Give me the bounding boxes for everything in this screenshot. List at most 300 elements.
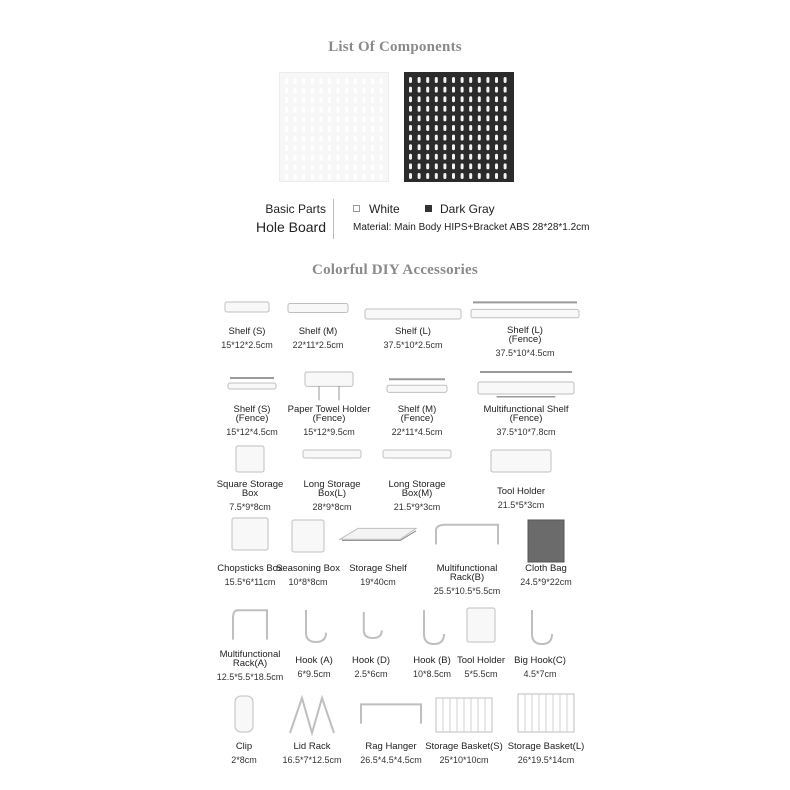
accessory-size: 28*9*8cm <box>312 502 352 512</box>
hook-icon <box>294 606 334 644</box>
peg-hole-icon <box>443 106 446 112</box>
peg-hole-icon <box>452 154 455 160</box>
peg-hole-icon <box>294 126 297 132</box>
peg-hole-icon <box>418 106 421 112</box>
peg-hole-icon <box>328 145 331 151</box>
fence-shelf-icon <box>470 294 580 322</box>
peg-hole-icon <box>495 154 498 160</box>
fence-shelf-icon <box>386 372 448 396</box>
peg-hole-icon <box>469 135 472 141</box>
peg-hole-icon <box>285 97 288 103</box>
accessory-size: 15*12*4.5cm <box>226 427 278 437</box>
peg-hole-icon <box>478 77 481 83</box>
peg-hole-icon <box>362 164 365 170</box>
peg-hole-icon <box>328 78 331 84</box>
peg-hole-icon <box>504 77 507 83</box>
peg-hole-icon <box>311 126 314 132</box>
fence-shelf-icon-part <box>387 385 447 392</box>
peg-hole-icon <box>302 126 305 132</box>
accessory-name: Storage Basket(L) <box>507 741 585 752</box>
peg-hole-icon <box>418 77 421 83</box>
accessory-size: 2*8cm <box>231 755 257 765</box>
peg-hole-icon <box>426 144 429 150</box>
accessory-name: Storage Basket(S) <box>425 741 503 752</box>
peg-hole-icon <box>461 154 464 160</box>
peg-hole-icon <box>469 106 472 112</box>
peg-hole-icon <box>478 106 481 112</box>
accessory-size: 15.5*6*11cm <box>224 577 276 587</box>
peg-hole-icon <box>486 96 489 102</box>
peg-hole-icon <box>469 144 472 150</box>
accessory-size: 21.5*5*3cm <box>497 500 545 510</box>
cloth-bag-icon <box>526 516 566 564</box>
long-box-icon <box>302 448 362 460</box>
wire-basket-icon <box>516 690 576 736</box>
long-box-icon <box>382 448 452 460</box>
hook-icon <box>520 606 560 646</box>
hook-icon-part <box>364 612 382 638</box>
peg-hole-icon <box>504 135 507 141</box>
peg-hole-icon <box>443 87 446 93</box>
fence-shelf-icon <box>227 372 277 392</box>
peg-hole-icon <box>380 107 383 113</box>
accessory-name: Lid Rack <box>293 741 331 752</box>
peg-hole-icon <box>461 77 464 83</box>
peg-hole-icon <box>504 96 507 102</box>
accessory-name: Tool Holder <box>496 486 546 497</box>
peg-hole-icon <box>328 155 331 161</box>
accessory-name: Shelf (L) (Fence) <box>507 325 543 345</box>
peg-hole-icon <box>337 164 340 170</box>
peg-hole-icon <box>469 96 472 102</box>
peg-hole-icon <box>469 125 472 131</box>
peg-hole-icon <box>311 145 314 151</box>
peg-hole-icon <box>486 77 489 83</box>
peg-hole-icon <box>354 155 357 161</box>
peg-hole-icon <box>478 125 481 131</box>
peg-hole-icon <box>319 164 322 170</box>
peg-hole-icon <box>495 87 498 93</box>
storage-shelf-icon <box>338 526 418 550</box>
peg-hole-icon <box>409 87 412 93</box>
peg-hole-icon <box>452 77 455 83</box>
peg-hole-icon <box>486 87 489 93</box>
peg-hole-icon <box>443 115 446 121</box>
accessory-size: 19*40cm <box>360 577 396 587</box>
peg-hole-icon <box>478 96 481 102</box>
peg-hole-icon <box>486 125 489 131</box>
peg-hole-icon <box>504 154 507 160</box>
peg-hole-icon <box>478 154 481 160</box>
peg-hole-icon <box>409 163 412 169</box>
peg-hole-icon <box>319 174 322 180</box>
peg-hole-icon <box>285 164 288 170</box>
accessory-name: Square Storage Box <box>216 479 284 499</box>
peg-hole-icon <box>302 116 305 122</box>
long-box-icon-part <box>303 450 361 458</box>
peg-hole-icon <box>328 116 331 122</box>
white-color-label: White <box>369 202 400 216</box>
peg-hole-icon <box>418 173 421 179</box>
peg-hole-icon <box>294 97 297 103</box>
peg-hole-icon <box>461 87 464 93</box>
peg-hole-icon <box>337 145 340 151</box>
peg-hole-icon <box>418 135 421 141</box>
peg-hole-icon <box>418 163 421 169</box>
peg-hole-icon <box>354 78 357 84</box>
accessory-name: Hook (D) <box>351 655 390 666</box>
accessories-title: Colorful DIY Accessories <box>312 262 478 278</box>
peg-hole-icon <box>319 116 322 122</box>
peg-hole-icon <box>354 97 357 103</box>
accessory-name: Seasoning Box <box>276 563 340 574</box>
peg-hole-icon <box>285 126 288 132</box>
peg-hole-icon <box>371 145 374 151</box>
peg-hole-icon <box>504 163 507 169</box>
peg-hole-icon <box>409 106 412 112</box>
peg-hole-icon <box>409 173 412 179</box>
peg-hole-icon <box>345 126 348 132</box>
shelf-icon-part <box>365 309 461 319</box>
peg-hole-icon <box>409 77 412 83</box>
accessory-size: 6*9.5cm <box>297 669 331 679</box>
accessory-size: 37.5*10*2.5cm <box>383 340 443 350</box>
multifunctional-shelf-icon-part <box>478 382 574 394</box>
seasoning-box-icon-part <box>292 520 324 552</box>
peg-hole-icon <box>311 174 314 180</box>
accessory-name: Shelf (M) <box>298 326 338 337</box>
peg-hole-icon <box>294 78 297 84</box>
peg-hole-icon <box>452 115 455 121</box>
accessory-name: Long Storage Box(L) <box>303 479 361 499</box>
peg-hole-icon <box>319 88 322 94</box>
accessory-size: 15*12*2.5cm <box>221 340 273 350</box>
peg-hole-icon <box>328 107 331 113</box>
accessory-name: Tool Holder <box>456 655 506 666</box>
tool-holder-icon <box>490 448 552 474</box>
peg-hole-icon <box>504 144 507 150</box>
peg-hole-icon <box>452 96 455 102</box>
wire-basket-icon <box>434 694 494 736</box>
peg-hole-icon <box>319 107 322 113</box>
peg-hole-icon <box>409 115 412 121</box>
peg-hole-icon <box>418 154 421 160</box>
peg-hole-icon <box>294 107 297 113</box>
shelf-icon <box>364 304 462 324</box>
peg-hole-icon <box>302 88 305 94</box>
peg-hole-icon <box>328 126 331 132</box>
accessory-size: 26.5*4.5*4.5cm <box>360 755 422 765</box>
peg-hole-icon <box>461 96 464 102</box>
peg-hole-icon <box>319 126 322 132</box>
clip-icon <box>231 694 257 734</box>
peg-hole-icon <box>435 96 438 102</box>
peg-hole-icon <box>337 174 340 180</box>
cloth-bag-icon-part <box>528 520 564 562</box>
peg-hole-icon <box>469 87 472 93</box>
peg-hole-icon <box>285 136 288 142</box>
accessory-name: Shelf (S) <box>228 326 266 337</box>
accessory-size: 25.5*10.5*5.5cm <box>433 586 501 596</box>
peg-hole-icon <box>371 107 374 113</box>
peg-hole-icon <box>478 173 481 179</box>
peg-hole-icon <box>354 136 357 142</box>
peg-hole-icon <box>294 116 297 122</box>
shelf-icon-part <box>288 304 348 313</box>
peg-hole-icon <box>354 107 357 113</box>
peg-hole-icon <box>504 87 507 93</box>
peg-hole-icon <box>461 125 464 131</box>
peg-hole-icon <box>495 135 498 141</box>
peg-hole-icon <box>319 145 322 151</box>
peg-hole-icon <box>328 97 331 103</box>
peg-hole-icon <box>354 145 357 151</box>
peg-hole-icon <box>345 97 348 103</box>
accessory-name: Hook (B) <box>413 655 451 666</box>
peg-hole-icon <box>362 88 365 94</box>
peg-hole-icon <box>371 97 374 103</box>
accessory-name: Long Storage Box(M) <box>388 479 446 499</box>
clip-icon-part <box>235 696 253 732</box>
peg-hole-icon <box>345 174 348 180</box>
peg-hole-icon <box>311 164 314 170</box>
peg-hole-icon <box>294 145 297 151</box>
legend-divider <box>333 199 334 239</box>
peg-hole-icon <box>328 174 331 180</box>
peg-hole-icon <box>452 173 455 179</box>
accessory-size: 7.5*9*8cm <box>229 502 271 512</box>
peg-hole-icon <box>495 173 498 179</box>
peg-hole-icon <box>443 144 446 150</box>
peg-hole-icon <box>362 145 365 151</box>
peg-hole-icon <box>469 154 472 160</box>
peg-hole-icon <box>461 115 464 121</box>
peg-hole-icon <box>354 88 357 94</box>
shelf-icon <box>287 299 349 317</box>
hook-icon <box>353 608 389 640</box>
peg-hole-icon <box>311 88 314 94</box>
peg-hole-icon <box>435 87 438 93</box>
peg-hole-icon <box>426 173 429 179</box>
peg-hole-icon <box>418 144 421 150</box>
rack-icon <box>229 606 271 648</box>
white-pegboard-holes <box>280 73 390 183</box>
peg-hole-icon <box>409 144 412 150</box>
peg-hole-icon <box>409 96 412 102</box>
fence-shelf-icon-part <box>228 383 276 389</box>
lid-rack-icon <box>287 694 337 736</box>
accessory-size: 22*11*2.5cm <box>292 340 344 350</box>
peg-hole-icon <box>362 116 365 122</box>
peg-hole-icon <box>362 78 365 84</box>
peg-hole-icon <box>311 107 314 113</box>
hook-icon-part <box>306 610 326 642</box>
peg-hole-icon <box>337 78 340 84</box>
peg-hole-icon <box>495 125 498 131</box>
accessory-size: 12.5*5.5*18.5cm <box>216 672 284 682</box>
peg-hole-icon <box>504 125 507 131</box>
seasoning-box-icon <box>290 518 326 554</box>
peg-hole-icon <box>354 126 357 132</box>
peg-hole-icon <box>345 78 348 84</box>
peg-hole-icon <box>461 135 464 141</box>
peg-hole-icon <box>362 155 365 161</box>
peg-hole-icon <box>362 107 365 113</box>
peg-hole-icon <box>302 107 305 113</box>
peg-hole-icon <box>311 97 314 103</box>
peg-hole-icon <box>380 78 383 84</box>
peg-hole-icon <box>409 154 412 160</box>
peg-hole-icon <box>486 173 489 179</box>
chopsticks-box-icon <box>230 516 270 552</box>
peg-hole-icon <box>380 164 383 170</box>
peg-hole-icon <box>362 97 365 103</box>
peg-hole-icon <box>486 106 489 112</box>
accessory-name: Cloth Bag <box>525 563 567 574</box>
peg-hole-icon <box>452 125 455 131</box>
white-hole-board-image <box>279 72 389 182</box>
peg-hole-icon <box>426 154 429 160</box>
peg-hole-icon <box>495 96 498 102</box>
rag-hanger-icon-part <box>361 704 421 723</box>
dark-gray-color-label: Dark Gray <box>440 202 495 216</box>
accessory-name: Multifunctional Shelf (Fence) <box>483 404 569 424</box>
accessory-name: Rag Hanger <box>365 741 417 752</box>
peg-hole-icon <box>478 115 481 121</box>
rag-hanger-icon <box>358 698 424 730</box>
peg-hole-icon <box>294 164 297 170</box>
peg-hole-icon <box>302 136 305 142</box>
peg-hole-icon <box>452 87 455 93</box>
accessory-name: Chopsticks Box <box>217 563 283 574</box>
peg-hole-icon <box>478 135 481 141</box>
accessory-name: Hook (A) <box>295 655 333 666</box>
peg-hole-icon <box>435 106 438 112</box>
peg-hole-icon <box>294 136 297 142</box>
peg-hole-icon <box>362 136 365 142</box>
accessory-name: Clip <box>235 741 253 752</box>
peg-hole-icon <box>495 106 498 112</box>
peg-hole-icon <box>486 135 489 141</box>
peg-hole-icon <box>469 115 472 121</box>
peg-hole-icon <box>461 173 464 179</box>
peg-hole-icon <box>426 96 429 102</box>
peg-hole-icon <box>345 116 348 122</box>
peg-hole-icon <box>461 106 464 112</box>
peg-hole-icon <box>371 155 374 161</box>
peg-hole-icon <box>426 135 429 141</box>
peg-hole-icon <box>426 77 429 83</box>
peg-hole-icon <box>435 115 438 121</box>
multifunctional-shelf-icon <box>477 360 575 400</box>
peg-hole-icon <box>418 96 421 102</box>
accessory-size: 26*19.5*14cm <box>517 755 575 765</box>
square-box-icon <box>234 444 266 474</box>
accessory-size: 25*10*10cm <box>439 755 489 765</box>
peg-hole-icon <box>371 174 374 180</box>
peg-hole-icon <box>285 145 288 151</box>
peg-hole-icon <box>409 125 412 131</box>
peg-hole-icon <box>337 126 340 132</box>
peg-hole-icon <box>435 154 438 160</box>
peg-hole-icon <box>285 78 288 84</box>
accessory-size: 22*11*4.5cm <box>391 427 443 437</box>
peg-hole-icon <box>311 155 314 161</box>
peg-hole-icon <box>302 155 305 161</box>
peg-hole-icon <box>371 126 374 132</box>
peg-hole-icon <box>435 173 438 179</box>
peg-hole-icon <box>337 107 340 113</box>
peg-hole-icon <box>435 144 438 150</box>
peg-hole-icon <box>345 145 348 151</box>
accessory-name: Multifunctional Rack(A) <box>219 649 281 669</box>
peg-hole-icon <box>380 136 383 142</box>
hook-icon-part <box>424 610 444 644</box>
peg-hole-icon <box>469 77 472 83</box>
peg-hole-icon <box>435 163 438 169</box>
rack-icon-part <box>436 525 498 545</box>
peg-hole-icon <box>478 87 481 93</box>
accessory-size: 4.5*7cm <box>523 669 557 679</box>
peg-hole-icon <box>486 154 489 160</box>
peg-hole-icon <box>362 126 365 132</box>
accessory-size: 21.5*9*3cm <box>393 502 441 512</box>
peg-hole-icon <box>426 87 429 93</box>
peg-hole-icon <box>495 77 498 83</box>
accessory-size: 37.5*10*4.5cm <box>495 348 555 358</box>
peg-hole-icon <box>319 78 322 84</box>
accessory-name: Shelf (L) <box>395 326 431 337</box>
fence-shelf-icon-part <box>471 309 579 317</box>
hook-icon <box>412 606 452 646</box>
hole-board-label: Hole Board <box>255 219 326 235</box>
peg-hole-icon <box>478 144 481 150</box>
material-info: Material: Main Body HIPS+Bracket ABS 28*28*1.2cm <box>353 222 590 233</box>
peg-hole-icon <box>495 144 498 150</box>
peg-hole-icon <box>426 115 429 121</box>
components-title: List Of Components <box>328 39 462 55</box>
peg-hole-icon <box>285 116 288 122</box>
peg-hole-icon <box>478 163 481 169</box>
peg-hole-icon <box>285 88 288 94</box>
peg-hole-icon <box>452 106 455 112</box>
peg-hole-icon <box>302 97 305 103</box>
hook-icon-part <box>532 610 552 644</box>
peg-hole-icon <box>443 154 446 160</box>
peg-hole-icon <box>452 144 455 150</box>
accessory-name: Multifunctional Rack(B) <box>436 563 498 583</box>
peg-hole-icon <box>371 88 374 94</box>
accessory-name: Shelf (S) (Fence) <box>233 404 271 424</box>
peg-hole-icon <box>345 88 348 94</box>
peg-hole-icon <box>409 135 412 141</box>
peg-hole-icon <box>294 88 297 94</box>
peg-hole-icon <box>443 77 446 83</box>
peg-hole-icon <box>504 106 507 112</box>
chopsticks-box-icon-part <box>232 518 268 550</box>
shelf-icon <box>224 297 270 317</box>
peg-hole-icon <box>461 163 464 169</box>
peg-hole-icon <box>435 125 438 131</box>
peg-hole-icon <box>371 136 374 142</box>
peg-hole-icon <box>302 174 305 180</box>
peg-hole-icon <box>443 173 446 179</box>
tool-holder-icon <box>466 606 496 644</box>
peg-hole-icon <box>435 77 438 83</box>
peg-hole-icon <box>345 164 348 170</box>
peg-hole-icon <box>495 163 498 169</box>
peg-hole-icon <box>495 115 498 121</box>
